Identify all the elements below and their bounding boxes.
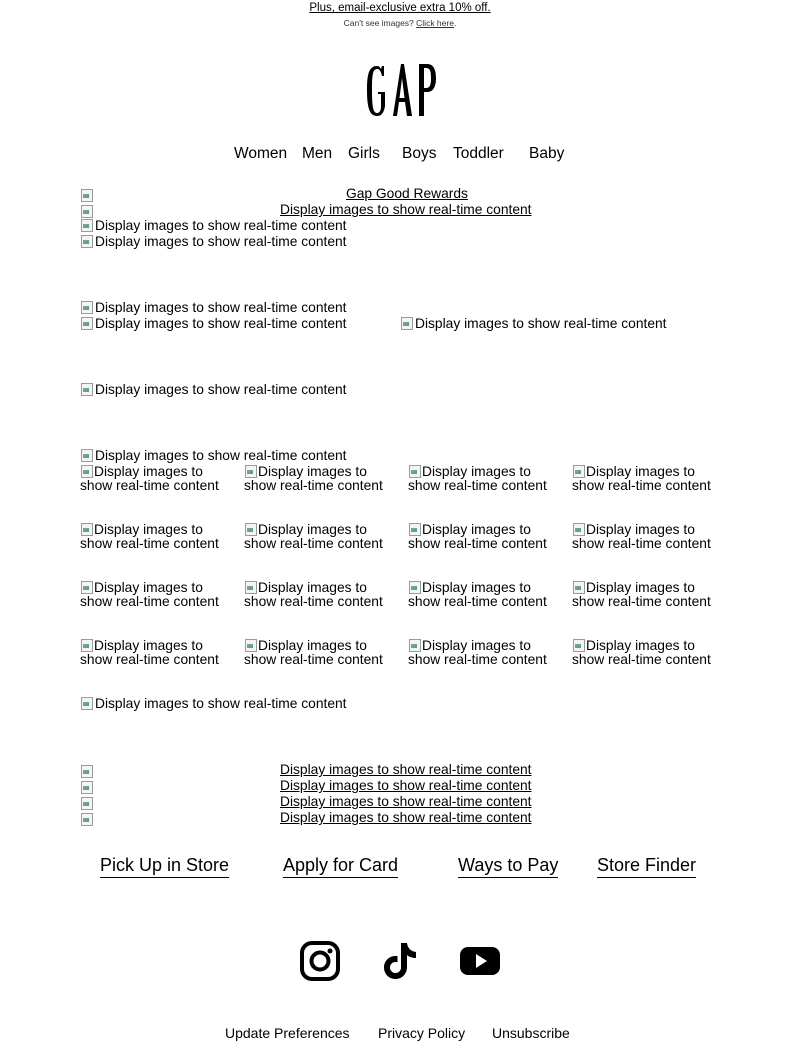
pick-up-in-store-link[interactable]: Pick Up in Store — [100, 855, 229, 878]
broken-image-icon — [80, 796, 94, 810]
image-alt-text: Display images to show real-time content — [80, 522, 219, 551]
product-image-placeholder[interactable] — [80, 638, 220, 667]
image-placeholder[interactable]: Display images to show real-time content — [400, 316, 667, 332]
youtube-icon[interactable] — [459, 940, 501, 982]
image-alt-text: Display images to show real-time content — [244, 638, 383, 667]
nav-boys[interactable]: Boys — [402, 145, 437, 162]
broken-image-icon — [408, 638, 422, 652]
image-alt-text: Display images to show real-time content — [408, 580, 547, 609]
image-alt-text: Display images to show real-time content — [80, 580, 219, 609]
image-placeholder[interactable]: Display images to show real-time content — [80, 218, 347, 234]
nav-baby[interactable]: Baby — [529, 145, 565, 162]
product-image-placeholder[interactable] — [244, 522, 384, 551]
image-alt-link[interactable]: Display images to show real-time content — [280, 810, 532, 825]
store-finder-link[interactable]: Store Finder — [597, 855, 696, 878]
nav-toddler[interactable]: Toddler — [453, 145, 504, 162]
broken-image-icon — [80, 188, 94, 202]
broken-image-icon — [80, 696, 94, 710]
image-alt-text: Display images to show real-time content — [572, 580, 711, 609]
product-image-placeholder[interactable] — [572, 464, 712, 493]
image-placeholder[interactable]: Display images to show real-time content — [80, 300, 347, 316]
image-alt-text: Display images to show real-time content — [572, 464, 711, 493]
broken-image-icon — [572, 638, 586, 652]
image-alt-link[interactable]: Display images to show real-time content — [280, 778, 532, 793]
image-alt-link[interactable]: Display images to show real-time content — [280, 202, 532, 217]
apply-for-card-link[interactable]: Apply for Card — [283, 855, 398, 878]
broken-image-icon — [80, 382, 94, 396]
product-image-placeholder[interactable] — [80, 522, 220, 551]
cant-see-text: Can't see images? — [343, 18, 417, 28]
main-nav — [0, 145, 800, 165]
product-image-placeholder[interactable] — [244, 580, 384, 609]
ways-to-pay-link[interactable]: Ways to Pay — [458, 855, 558, 878]
product-image-placeholder[interactable] — [244, 638, 384, 667]
broken-image-icon — [244, 580, 258, 594]
broken-image-icon — [80, 638, 94, 652]
gap-good-rewards-link[interactable]: Gap Good Rewards — [346, 186, 468, 201]
broken-image-icon — [80, 234, 94, 248]
broken-image-icon — [80, 464, 94, 478]
image-placeholder[interactable]: Display images to show real-time content — [80, 234, 347, 250]
image-alt-text: Display images to show real-time content — [572, 638, 711, 667]
broken-image-icon — [408, 464, 422, 478]
broken-image-icon — [408, 522, 422, 536]
gap-logo[interactable] — [365, 60, 439, 120]
click-here-link[interactable]: Click here — [416, 18, 454, 28]
broken-image-icon — [244, 638, 258, 652]
image-alt-link[interactable]: Display images to show real-time content — [280, 794, 532, 809]
broken-image-icon — [80, 580, 94, 594]
broken-image-icon — [244, 464, 258, 478]
image-alt-text: Display images to show real-time content — [80, 464, 219, 493]
product-image-placeholder[interactable] — [572, 638, 712, 667]
instagram-icon[interactable] — [299, 940, 341, 982]
tiktok-icon[interactable] — [379, 940, 421, 982]
broken-image-icon — [80, 218, 94, 232]
broken-image-icon — [80, 812, 94, 826]
image-alt-text: Display images to show real-time content — [80, 638, 219, 667]
broken-image-icon — [572, 522, 586, 536]
image-alt-text: Display images to show real-time content — [244, 464, 383, 493]
product-image-placeholder[interactable] — [572, 522, 712, 551]
image-alt-link[interactable]: Display images to show real-time content — [280, 762, 532, 777]
broken-image-icon — [400, 316, 414, 330]
broken-image-icon — [80, 316, 94, 330]
cant-see-images-line — [0, 18, 800, 28]
broken-image-icon — [80, 300, 94, 314]
product-image-placeholder[interactable] — [244, 464, 384, 493]
image-alt-text: Display images to show real-time content — [244, 580, 383, 609]
product-image-placeholder[interactable] — [408, 522, 548, 551]
product-image-placeholder[interactable] — [80, 580, 220, 609]
unsubscribe-link[interactable]: Unsubscribe — [492, 1025, 570, 1041]
image-placeholder[interactable]: Display images to show real-time content — [80, 382, 347, 398]
broken-image-icon — [80, 780, 94, 794]
nav-men[interactable]: Men — [302, 145, 333, 162]
broken-image-icon — [80, 204, 94, 218]
image-alt-text: Display images to show real-time content — [408, 522, 547, 551]
product-image-placeholder[interactable] — [80, 464, 220, 493]
broken-image-icon — [572, 464, 586, 478]
image-placeholder[interactable]: Display images to show real-time content — [80, 316, 347, 332]
promo-link[interactable]: Plus, email-exclusive extra 10% off. — [309, 2, 491, 14]
image-alt-text: Display images to show real-time content — [408, 638, 547, 667]
privacy-policy-link[interactable]: Privacy Policy — [378, 1025, 466, 1041]
product-image-placeholder[interactable] — [408, 464, 548, 493]
period: . — [453, 18, 457, 28]
broken-image-icon — [80, 522, 94, 536]
product-image-placeholder[interactable] — [408, 638, 548, 667]
product-image-placeholder[interactable] — [408, 580, 548, 609]
image-alt-text: Display images to show real-time content — [244, 522, 383, 551]
image-alt-text: Display images to show real-time content — [408, 464, 547, 493]
broken-image-icon — [244, 522, 258, 536]
update-preferences-link[interactable]: Update Preferences — [225, 1025, 350, 1041]
image-placeholder[interactable]: Display images to show real-time content — [80, 448, 347, 464]
broken-image-icon — [408, 580, 422, 594]
broken-image-icon — [80, 764, 94, 778]
broken-image-icon — [80, 448, 94, 462]
product-image-placeholder[interactable] — [572, 580, 712, 609]
broken-image-icon — [572, 580, 586, 594]
image-alt-text: Display images to show real-time content — [572, 522, 711, 551]
nav-women[interactable]: Women — [234, 145, 288, 162]
nav-girls[interactable]: Girls — [348, 145, 380, 162]
image-placeholder[interactable]: Display images to show real-time content — [80, 696, 347, 712]
